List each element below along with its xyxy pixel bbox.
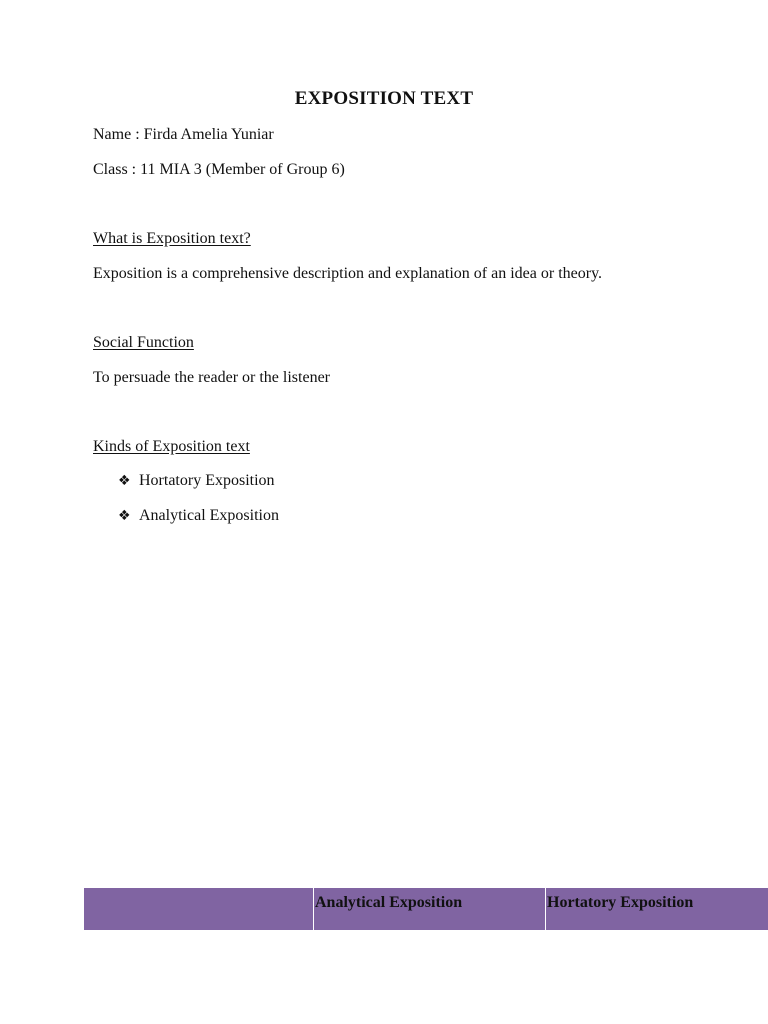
student-name: Name : Firda Amelia Yuniar	[93, 126, 274, 143]
section-heading-definition: What is Exposition text?	[93, 230, 251, 247]
section-body-social-function: To persuade the reader or the listener	[93, 369, 330, 386]
diamond-bullet-icon: ❖	[118, 508, 131, 524]
diamond-bullet-icon: ❖	[118, 473, 131, 489]
table-header-cell-hortatory: Hortatory Exposition	[547, 894, 694, 911]
list-item	[118, 472, 275, 490]
document-title: EXPOSITION TEXT	[294, 88, 474, 109]
section-body-definition: Exposition is a comprehensive description and explanation of an idea or theory.	[93, 265, 603, 282]
table-header-cell-empty	[84, 888, 314, 930]
section-heading-social-function: Social Function	[93, 334, 194, 351]
list-item-label: Analytical Exposition	[139, 507, 279, 524]
list-item	[118, 507, 279, 525]
student-class: Class : 11 MIA 3 (Member of Group 6)	[93, 161, 345, 178]
section-heading-kinds: Kinds of Exposition text	[93, 438, 250, 455]
comparison-table-header	[84, 888, 768, 930]
list-item-label: Hortatory Exposition	[139, 472, 275, 489]
table-header-cell-analytical: Analytical Exposition	[314, 888, 546, 930]
